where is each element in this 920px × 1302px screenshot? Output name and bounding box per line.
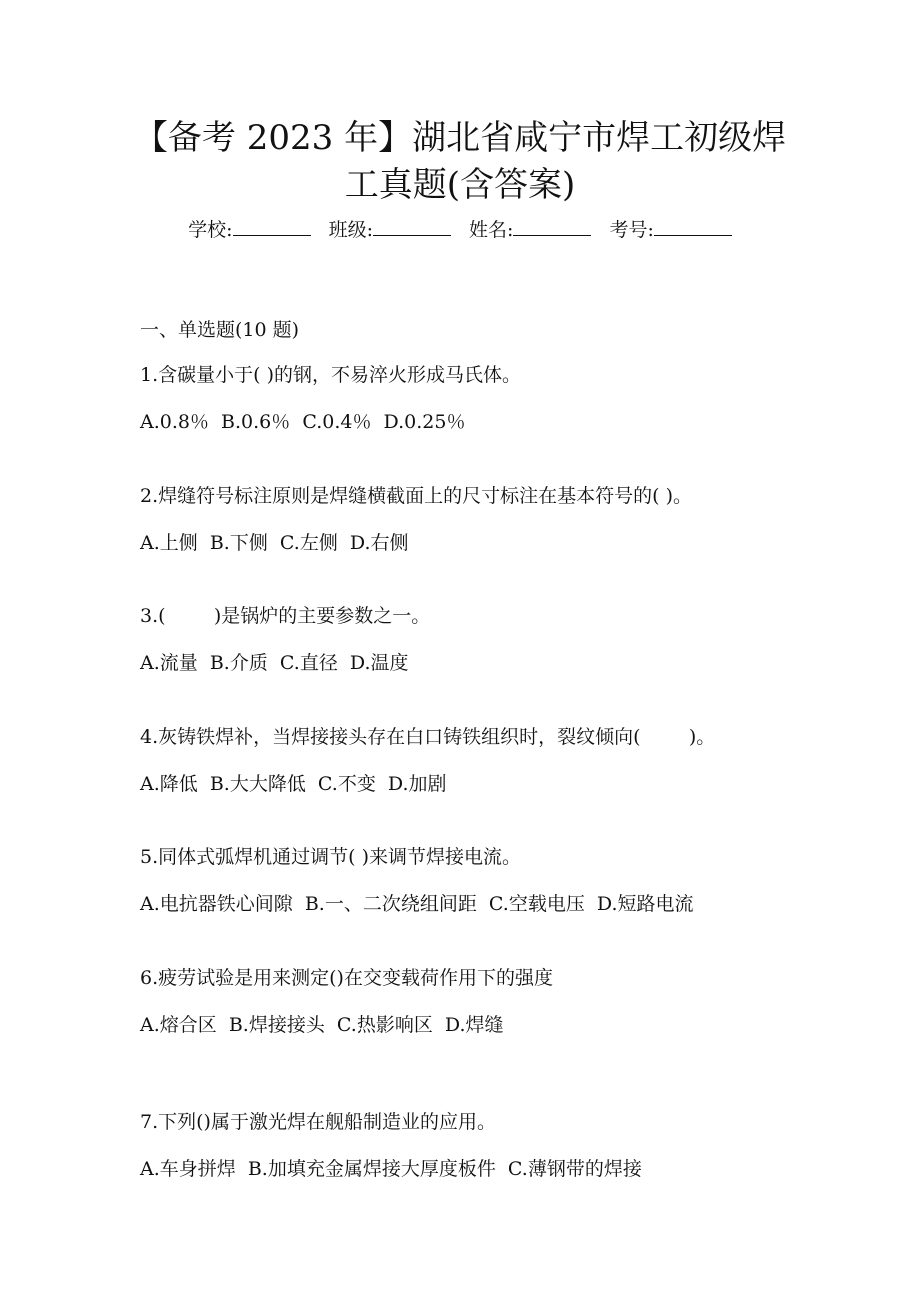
question-2-options: A.上侧 B.下侧 C.左侧 D.右侧 [140,532,409,554]
exam-number-blank[interactable] [654,218,732,236]
question-1-options: A.0.8％ B.0.6％ C.0.4％ D.0.25％ [140,411,466,433]
question-4-stem: 4.灰铸铁焊补，当焊接接头存在白口铸铁组织时，裂纹倾向( )。 [140,726,716,748]
name-field [469,219,591,241]
document-title-line-2: 工真题(含答案) [344,165,576,205]
class-label: 班级: [328,219,373,241]
question-7-options: A.车身拼焊 B.加填充金属焊接大厚度板件 C.薄钢带的焊接 [140,1158,642,1180]
question-3-stem: 3.( )是锅炉的主要参数之一。 [140,605,431,627]
question-1-stem: 1.含碳量小于( )的钢，不易淬火形成马氏体。 [140,364,521,386]
question-2-stem: 2.焊缝符号标注原则是焊缝横截面上的尺寸标注在基本符号的( )。 [140,485,692,507]
school-blank[interactable] [233,218,311,236]
school-field [188,219,310,241]
exam-number-field [609,219,731,241]
section-heading: 一、单选题(10 题) [140,319,300,341]
name-blank[interactable] [513,218,591,236]
question-4-options: A.降低 B.大大降低 C.不变 D.加剧 [140,773,447,795]
question-6-options: A.熔合区 B.焊接接头 C.热影响区 D.焊缝 [140,1014,504,1036]
school-label: 学校: [188,219,233,241]
class-field [329,219,451,241]
question-6-stem: 6.疲劳试验是用来测定()在交变载荷作用下的强度 [140,967,553,989]
name-label: 姓名: [469,219,514,241]
question-7-stem: 7.下列()属于激光焊在舰船制造业的应用。 [140,1111,496,1133]
class-blank[interactable] [373,218,451,236]
question-5-stem: 5.同体式弧焊机通过调节( )来调节焊接电流。 [140,846,521,868]
student-info-line [0,216,920,244]
document-title-line-1: 【备考 2023 年】湖北省咸宁市焊工初级焊 [133,118,787,158]
exam-number-label: 考号: [609,219,654,241]
question-5-options: A.电抗器铁心间隙 B.一、二次绕组间距 C.空载电压 D.短路电流 [140,893,694,915]
question-3-options: A.流量 B.介质 C.直径 D.温度 [140,652,409,674]
